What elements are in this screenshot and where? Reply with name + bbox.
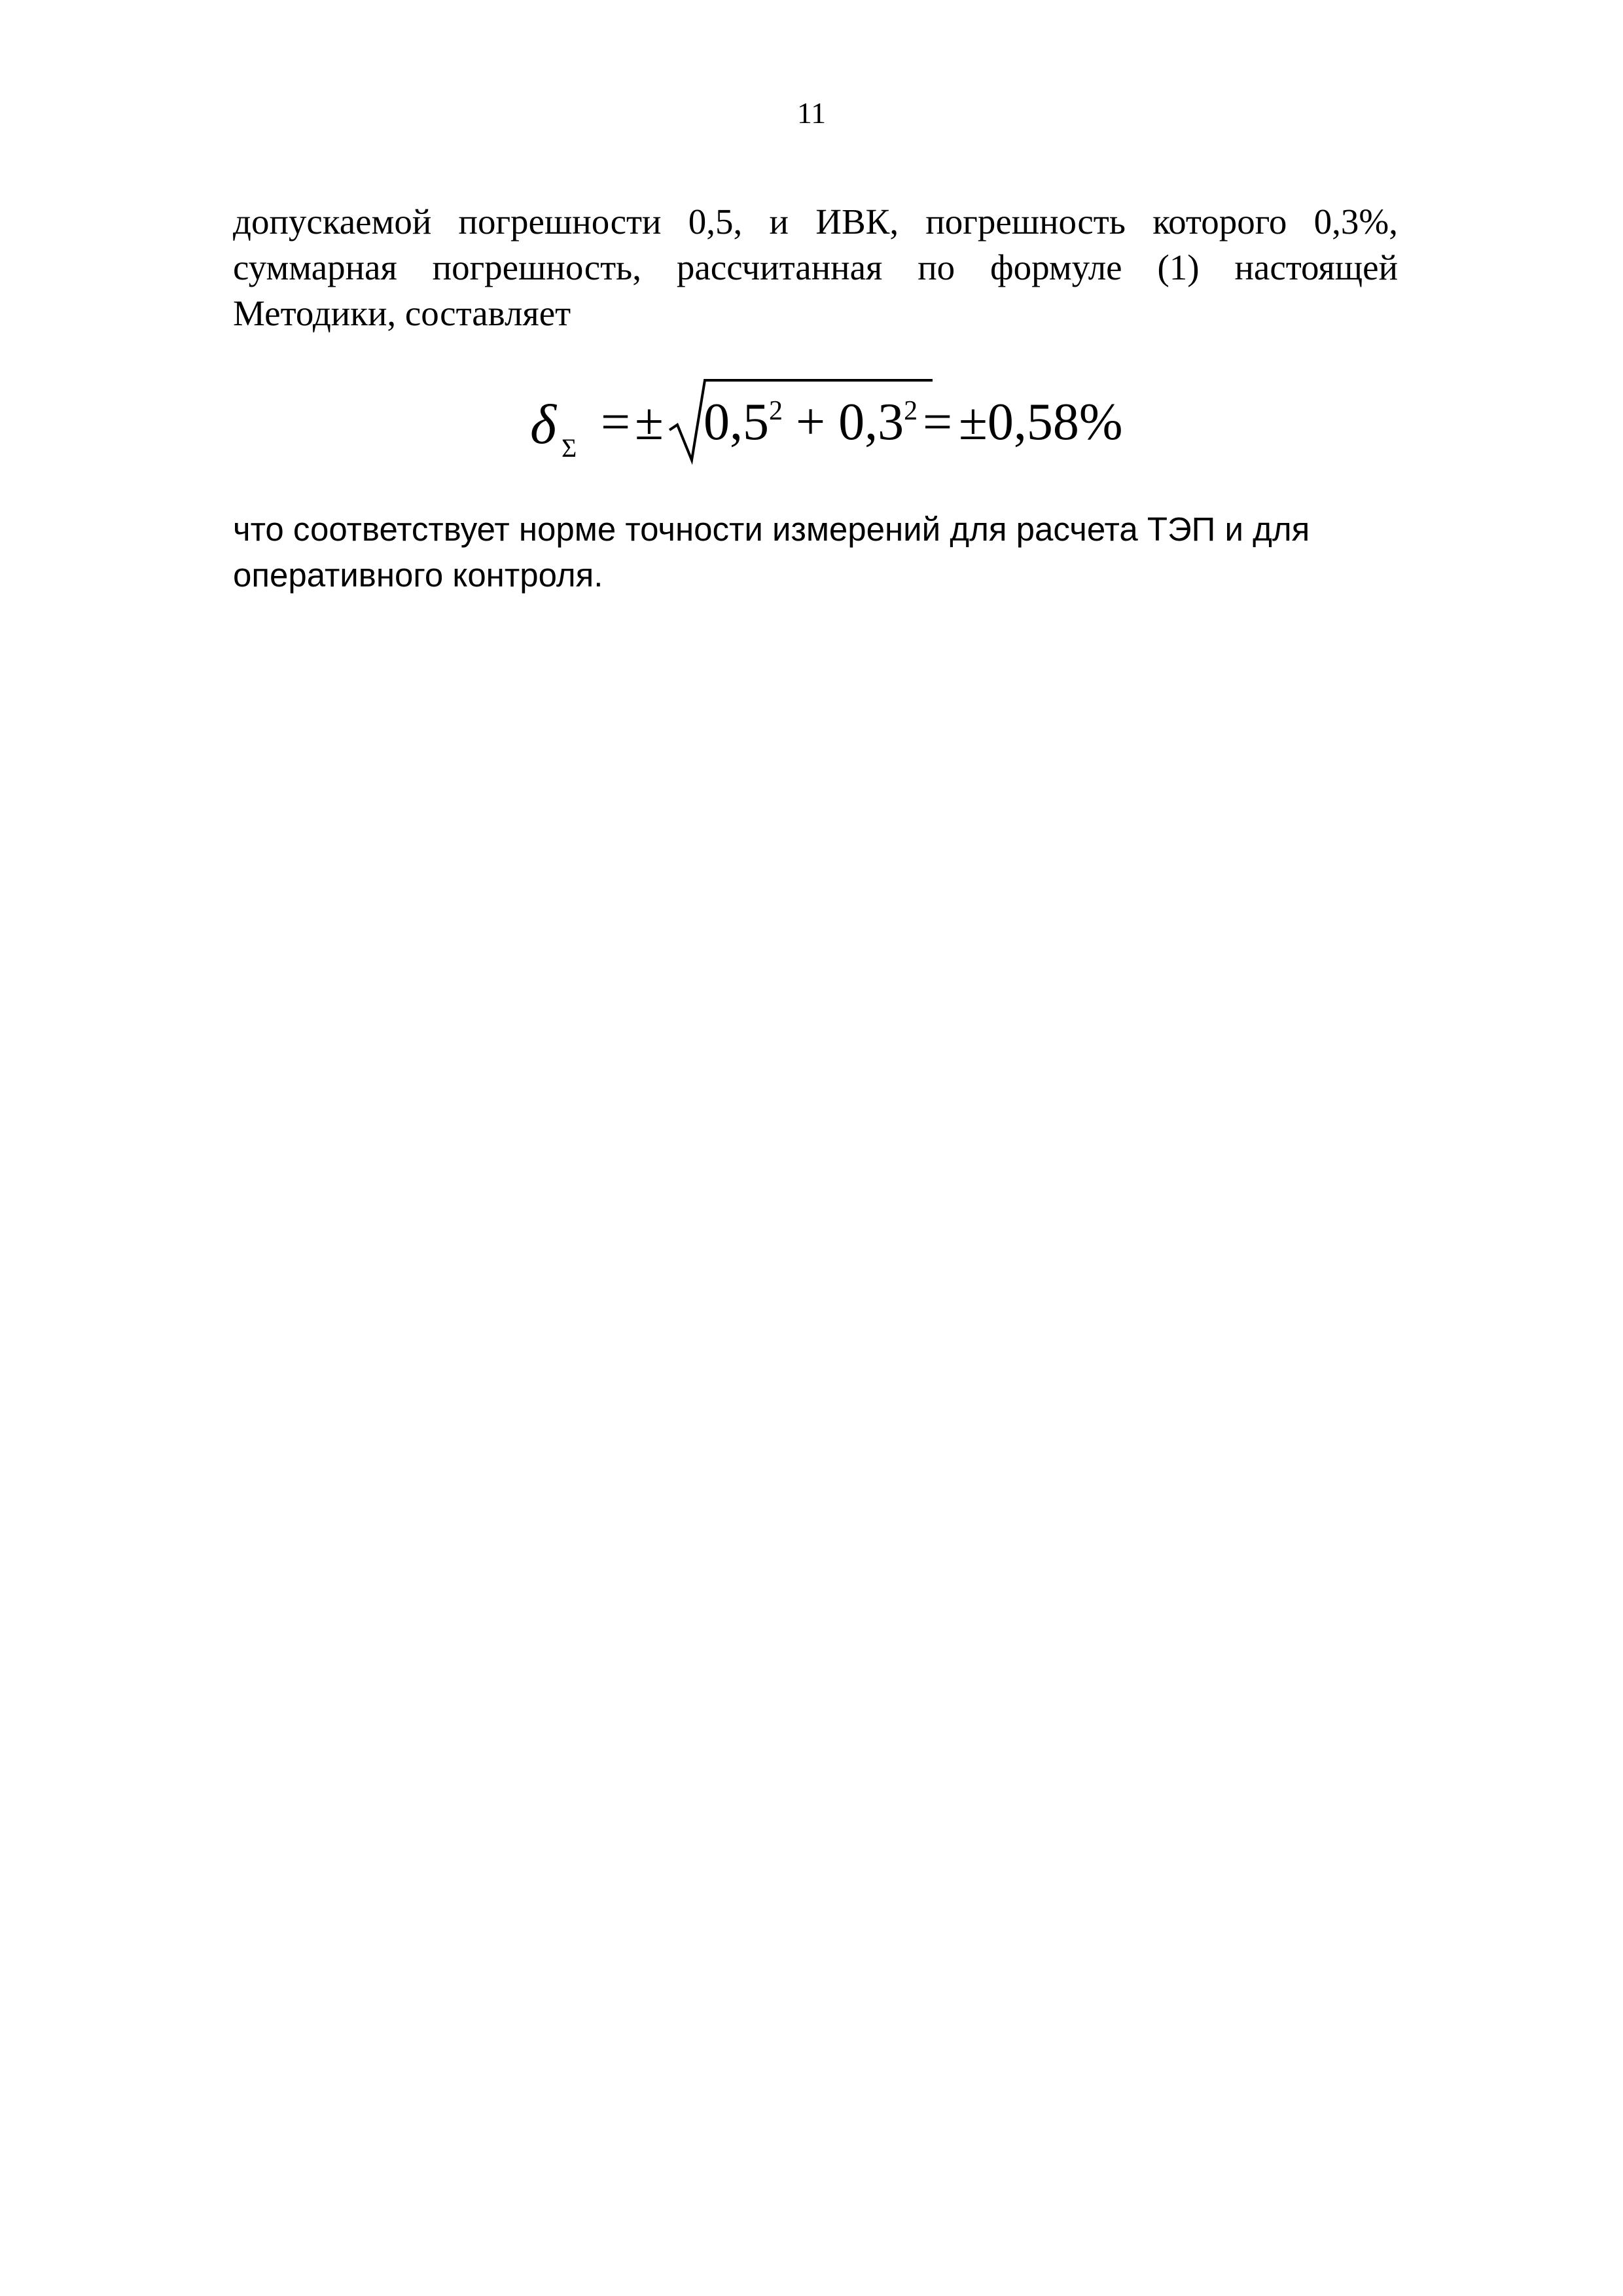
page-number: 11 <box>796 96 827 130</box>
formula-plus-sign: + <box>796 393 826 451</box>
formula-term-1-exponent: 2 <box>769 396 783 426</box>
paragraph-line: допускаемой погрешности 0,5, и ИВК, погрешность которого 0,3%, <box>233 202 1398 242</box>
paragraph-line: что соответствует норме точности измерений для расчета ТЭП и для <box>233 511 1310 548</box>
paragraph-line: Методики, составляет <box>233 293 571 333</box>
formula-equals-sign: = <box>923 393 953 451</box>
formula-term-2-base: 0,3 <box>838 393 904 451</box>
formula-delta-symbol: δ <box>530 393 556 456</box>
formula-term-2-exponent: 2 <box>904 396 918 426</box>
formula-radicand <box>704 393 918 451</box>
paragraph-line: оперативного контроля. <box>233 556 603 594</box>
formula-term-1-base: 0,5 <box>704 393 769 451</box>
paragraph-line: суммарная погрешность, рассчитанная по формуле (1) настоящей <box>233 247 1398 287</box>
paragraph-conclusion <box>233 507 1398 598</box>
formula-plus-minus-sign: ± <box>635 393 664 451</box>
formula-sigma-subscript: Σ <box>562 433 577 463</box>
formula-result: ±0,58% <box>959 393 1123 451</box>
formula-equals-sign: = <box>601 393 631 451</box>
paragraph-intro <box>233 199 1398 336</box>
